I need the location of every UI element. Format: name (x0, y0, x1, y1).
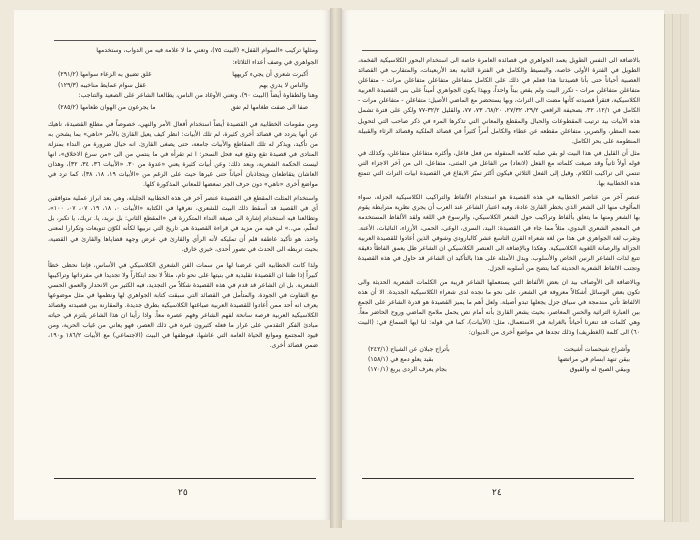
verse-hemistich: بأتراح جبلان عن الشياح (٢٤٢/١) (368, 345, 450, 353)
paragraph: واستخدام المثلث المقطع في القصيدة عنصر آخر في هذه الخطابية الجليلة، وهي بعد ابراز عملية متوافقين أي في القصيد قد أسقط ذلك البيت للشعري، نعرفها في الكتابة «الأبيات ٠، ١٨، ١٩، ٠٧، ٠٧، ١٠٠»، وتطالعنا فيه استخدام إشارة الى صيغة النداء المتكررة في «المقطع الثاني: بل نريد، يا. تريك، يا تكبر، بل لنعلّم، مي..» لي فيه من مزيد في قراءة القصيدة هي تاريخ التي نربيها لكأنه لكوّن تنويعات وتكرارا لمعنى واحد، هو تأكيد عاطفة قلم أن تمليكه لأنه الرأي والقارئ في عرض وجهة قضاياها والقارئ في القضية، بحيث تربطه الى الحدث في تصور أحدى، خيري خارق. (48, 195, 318, 253)
page-number: ٢٥ (178, 488, 188, 498)
right-page (342, 10, 664, 520)
verse-line (358, 365, 640, 375)
paragraph: ولذا كانت الخطابية التي عرضنا لها من سمات الفن الشعري الكلاسيكي في الأساس، فإننا نحظى خطأ كبيراً إذا ظننا ان القصيدة تقليدية في بنيتها على نحو تام، مثلاً لا نجد ابتكاراً ولا تجديدا في مفرداتها وتراكيبها الشعرية. بل ان الشاعر قد قدم في هذه القصيدة شكلاً من التجديد، فيه الكثير من الانحدار والعمق الحسي مع التفاوت في الجودة. والمتأمل في القصائد التي سبقت كتابة الجواهري لها ونظمها في مثل موضوعها يعرف انه أحد ممن أعادوا للقصيدة العربية صياغتها الكلاسيكية بطرق جديدة. والمقارنة بين قصيدته وقصائد الكلاسيكية العربية فرصة سانحة لفهم الشاعر وفهم عصره معاً. واذا رأينا ان هذا الشاعر يلتزم في حياته مبادئ الفكر التقدمي على غرار ما فعله كثيرون غيره في ذلك العصر، فهو يعاني من غياب الحرية، ومن قيود المجتمع وموانع الحياة العامة التي عاشها، فيوظفها في البيت (الاجتماعي) مع الأبيات ١٨٦/٢ و١٩٠، ضمن قصائد أخرى. (48, 261, 318, 350)
paragraph: ومن مقومات الخطابية في القصيدة أيضاً استخدام أفعال الأمر والنهي، خصوصاً في مطلع القصيدة، ناهيك عن أنها يتردد في قصائد أخرى كثيرة، لم تلك الأبيات: انظر كيف يعيل القارئ بالأمر «ناهي» بما يشحن به من تأكيد، ويذكر له تلك المقاطع والأبيات جامعة، حتى يصغى القارئ. انه حيال ضرورة من النداء بمنزلة المنادى في قصيدة تقع وتقع فيه فحل السحر: ا ثم تقرأه في ما ينتمي من الى «من سرع الاخلاق»، انها ليست الحكمة الشعرية، وبعد ذلك: وعن أبيات كثيرة يعني «عدوة من ٣٠. «الأبيات ٣٦، ٣٤، ٣٢)، وهذان العاشان يتقاطعان ويتجاذبان أحياناً حتى غيرها حيث على الرغم من «الأبيات ١٩، ١٨، ٣٨)، كما ترد في مواضع أخرى «ناهي» دون حرف الجر تمعضها للمعاني المذكورة كلها. (48, 120, 319, 189)
verse-hemistich: وبيقي الصبح له والفيوق (569, 366, 630, 374)
text-line: وهنا والطفاوة أيضاً (البيت ٩٠)، وتعني الأوغاد من الناس، يطالعنا الشاعر على الصعيد والتناجب: (78, 92, 318, 99)
paragraph: عنصر آخر من عناصر الخطابية في هذه القصيدة هو استخدام الألفاظ والتراكيب الكلاسيكية الجزلة، سواء المألوف منها الى الشعر الذي يخطر القارئ عادة، وفيه اعتبار الشاعر عند العرب أن يجري نظرية مترابطة يقوم بها الشعر ومنها ما يتعلق بألفاظ وتراكيب حول الشعر الكلاسيكي، والرسوخ في اللغة ولقد الألفاظ المستخدمة في المعجم الشعري البدوي، مثلاً مما جاء في القصيدة: البيد، السرى، الوغى، الحمى، الأرزاء، النائبات، الأعنة. وتقرب لغة الجواهري في هذا من لغة شعراء القرن التاسع عشر كالبارودي وشوقي الذين أعادوا للقصيدة العربية الجزالة والرصانة اللغوية الكلاسيكية. وهكذا وبالإضافة الى العنصر الكلاسيكي ان الشاعر ظل يعمق الفاظاً دقيقة تتبع لذات الشاعر الرنين الخاص والأسلوب. ويدل الأمثلة على هذا بالتأكيد ان الشاعر قد حاول في هذه القصيدة وتجنب الالفاظ الشعرية الحديثة كما يتضح من أسلوبه الجزل. (358, 194, 640, 272)
verse-hemistich: والناس لا يدري بهم (259, 81, 308, 89)
text-line: الجواهري في وصف أعداء الثلاثاء: (232, 59, 318, 67)
verse-hemistich: بجام يعرف الردى يربع (١٧٠/١) (368, 366, 447, 374)
left-page (14, 10, 330, 520)
verse-line (48, 81, 318, 91)
paragraph: وبالاضافة الى الأوصاف بيد ان بعض الألفاظ التي يستعملها الشاعر قريبة من الكلمات الشعرية الحديثة والى تكون بعض الوسائل أشكالاً معروفة في الشعر، على نحو ما نجده لدى شعراء الكلاسيكية الجديدة. الا أن هذه الالفاظ تأتي مندمجة في سياق جزل يجعلها تبدو أصيلة. ولعل أهم ما يميز القصيدة هو قدرة الشاعر على الجمع بين العبارة التراثية والحس المعاصر، بحيث يشعر القارئ بأنه أمام نص يحمل ملامح الماضي وروح الحاضر معاً. وهي كلمات قد تنعرنا أحياناً بالغرابة في الاستعمال، مثل: (الأبيات)، كما في قوله: لنا ايها السماع في: (البيت ٦٠) الى كلمة (الغطريف) وذلك تجدها في مواضع أخرى من الديوان: (358, 278, 640, 337)
verse-hemistich: بقيد يعلو دمع في (١٥٨/١) (368, 355, 434, 363)
page-stack-edge (680, 14, 689, 522)
verse-hemistich: صفا الى صفت طغامها لم تفق (230, 104, 308, 112)
verse-hemistich: ما يجرعون من الهوان طعامها (٢٨٥/٢) (58, 104, 156, 112)
verse-line (48, 70, 318, 80)
page-number: ٢٤ (492, 488, 502, 498)
text-line: ومثلها تركيب «السوام القفل» (البيت ٧٥)، وتعني ما لا علامة فيه من الدواب، وستخدمها (96, 47, 318, 54)
left-page-body (48, 46, 318, 354)
verse-line (48, 103, 318, 113)
header-rule (54, 40, 316, 41)
right-page-body (358, 56, 640, 376)
footer-rule (54, 478, 316, 479)
verse-line (358, 355, 640, 365)
header-rule (362, 50, 634, 51)
verse-hemistich: أكبرت شعري أن يجيء كريهها (232, 71, 308, 79)
verse-hemistich: غلق تضيق به الزعاء سوامها (٢٩١/٢) (58, 71, 152, 79)
book-gutter (330, 8, 342, 528)
paragraph: مثل أن القليل في هذا البيت لو بقي صلبه كلامه المنقولة من فعل فاعل، وأكثره متفاعلن متفاعلن، وكذلك في قوله أولاً ثانياً وقد صيغت كلماته مع الفعل (لانعاد) من الفاعل في المثنى، متفاعل، الى من آخر الاجزاء التي تنتمي الى تراكيب الكلام. وقيل إلى الفعل الثلاثي فيكون أكثر تميّز الايقاع في القصيدة ابيات التراث التي تتمتع هذه الخطابية بها. (358, 149, 640, 188)
footer-rule (362, 478, 634, 479)
verse-line (358, 345, 640, 355)
verse-hemistich: وأشراح شيحسات أشيحت (563, 345, 630, 353)
paragraph: بالاضافة الى النفس الطويل يعمد الجواهري في قصائده العامرة خاصة الى استخدام البحور الكلاسيكية الفخمة، الطويل في الفترة الأولى خاصة، والبسيط والكامل في الفترة الثانية بعد الأربعينات، والمتقارب في القصائد العصبية أحياناً حتى بأنا قصيدتنا هذا فعلم في ذلك على الكامل متفاعلن متفاعلن متفاعلن مرات - متفاعلن متفاعلن متفاعلن مرات - تكرر البيت ولم يقص بيتاً واحداً، وبهذا يكون الجواهري أميناً على بنى القصيدة العربية الكلاسيكية، فتقرأ قصيدته كأنها مضت الى التراث، وبها يستحضر مع الماضي الأصيل: متفاعلن - متفاعلن مرات - الكامل في ١٢/١، ٣٢، بصحيفة الرافعي ٢٩/٢، ٢٧/٣٢، ٦٨/٢٠، ٧٣، ٧٧، والقليل ٣٢/٢-٧٧ ولكن على فترة تشمل هذه الأبيات بيد ترتيب المقطوعات والحبال والمقطع والمعاني التي تذكرها المرء في ذكر صاحب التي لتحويل نعمة المطر، والصرير، متفاعلن مقطعه عن عطاء والكامل أمراً كثيراً في قصائد الملكية وقصائد الرثاء والقبيلة المنظومة على بحر الكامل. (358, 57, 640, 145)
verse-hemistich: غفل سوام عمايط مناخيبه (١٢٩/٣) (58, 81, 146, 89)
verse-hemistich: بيقن تنهد ابسام في مراتضها (557, 355, 630, 363)
